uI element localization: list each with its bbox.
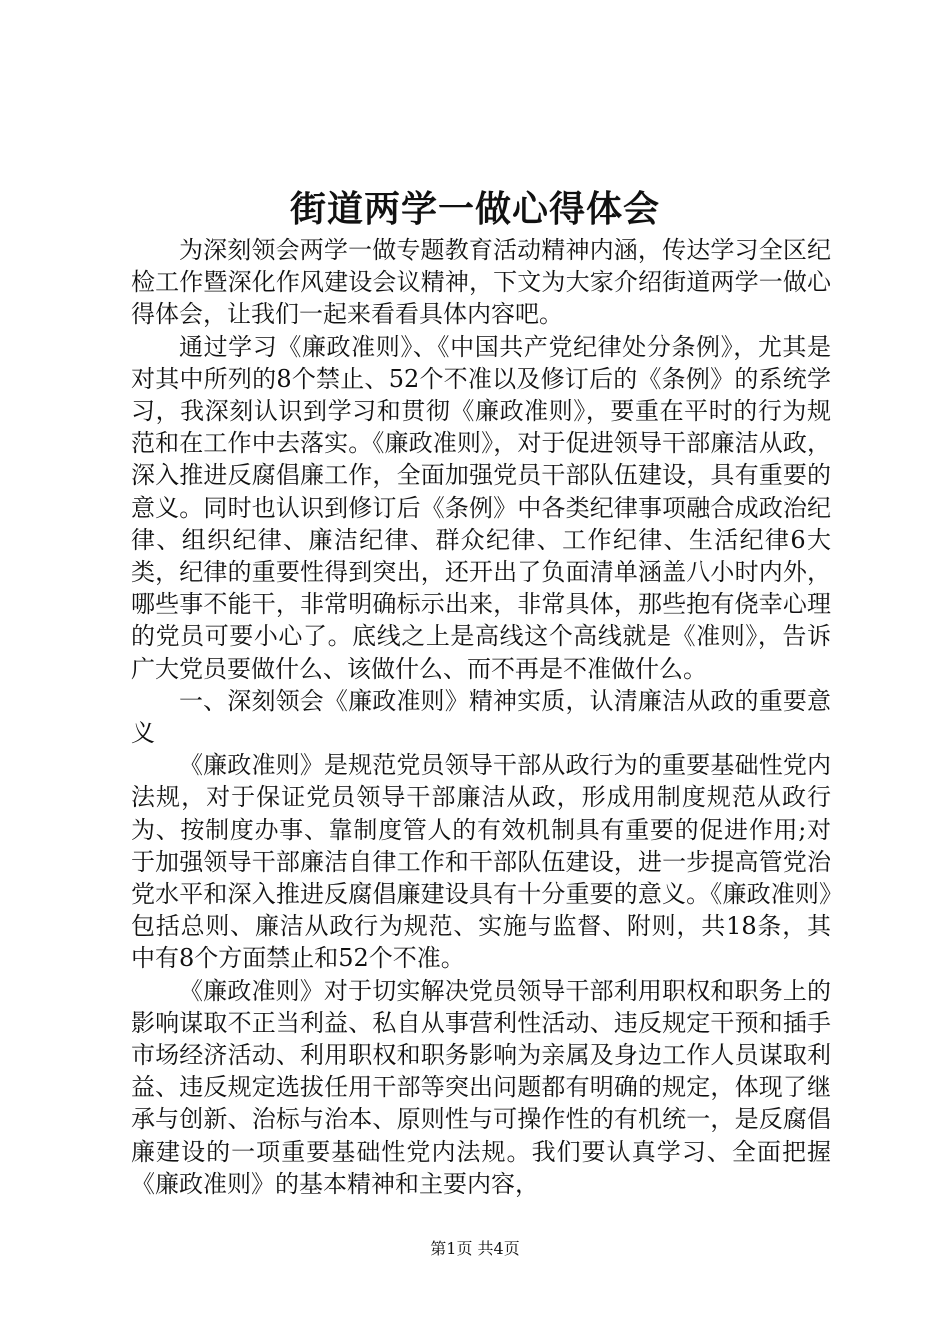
document-body: [131, 234, 831, 1200]
paragraph-guidelines: 《廉政准则》是规范党员领导干部从政行为的重要基础性党内法规，对于保证党员领导干部廉洁从政，形成用制度规范从政行为、按制度办事、靠制度管人的有效机制具有重要的促进作用;对于加强领导干部廉洁自律工作和干部队伍建设，进一步提高管党治党水平和深入推进反腐倡廉建设具有十分重要的意义。《廉政准则》包括总则、廉洁从政行为规范、实施与监督、附则，共18条，其中有8个方面禁止和52个不准。: [131, 751, 831, 973]
paragraph-intro: 为深刻领会两学一做专题教育活动精神内涵，传达学习全区纪检工作暨深化作风建设会议精神，下文为大家介绍街道两学一做心得体会，让我们一起来看看具体内容吧。: [131, 236, 831, 329]
paragraph-study: 通过学习《廉政准则》、《中国共产党纪律处分条例》，尤其是对其中所列的8个禁止、52个不准以及修订后的《条例》的系统学习，我深刻认识到学习和贯彻《廉政准则》，要重在平时的行为规范和在工作中去落实。《廉政准则》，对于促进领导干部廉洁从政，深入推进反腐倡廉工作，全面加强党员干部队伍建设，具有重要的意义。同时也认识到修订后《条例》中各类纪律事项融合成政治纪律、组织纪律、廉洁纪律、群众纪律、工作纪律、生活纪律6大类，纪律的重要性得到突出，还开出了负面清单涵盖八小时内外，哪些事不能干，非常明确标示出来，非常具体，那些抱有侥幸心理的党员可要小心了。底线之上是高线这个高线就是《准则》，告诉广大党员要做什么、该做什么、而不再是不准做什么。: [131, 332, 831, 683]
section-heading-1: 一、深刻领会《廉政准则》精神实质，认清廉洁从政的重要意义: [131, 686, 831, 748]
paragraph-significance: 《廉政准则》对于切实解决党员领导干部利用职权和职务上的影响谋取不正当利益、私自从事营利性活动、违反规定干预和插手市场经济活动、利用职权和职务影响为亲属及身边工作人员谋取利益、违反规定选拔任用干部等突出问题都有明确的规定，体现了继承与创新、治标与治本、原则性与可操作性的有机统一，是反腐倡廉建设的一项重要基础性党内法规。我们要认真学习、全面把握《廉政准则》的基本精神和主要内容，: [131, 976, 831, 1198]
page-footer: 第1页 共4页: [430, 1239, 520, 1258]
document-title: 街道两学一做心得体会: [289, 188, 660, 230]
